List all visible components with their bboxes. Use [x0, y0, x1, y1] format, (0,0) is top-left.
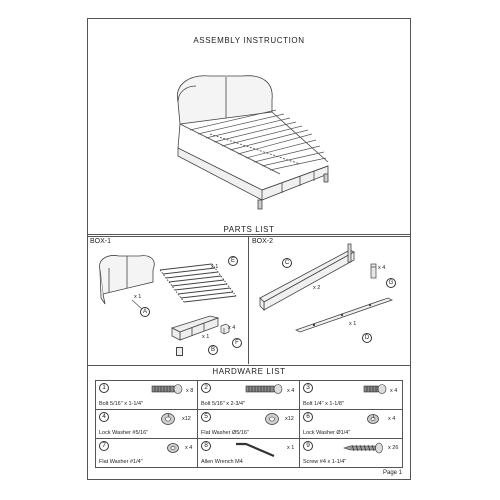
flat-washer-icon: [264, 412, 280, 426]
hardware-3-number: 3: [303, 383, 313, 393]
grid-line: [95, 409, 403, 410]
side-rail-qty: x 2: [313, 285, 321, 291]
allen-wrench-icon: [234, 441, 278, 459]
part-e-callout: E: [228, 256, 238, 266]
part-d-callout: D: [362, 333, 372, 343]
box-divider: [248, 236, 249, 364]
hardware-7-number: 7: [99, 441, 109, 451]
hardware-8-caption: Allen Wrench M4: [201, 459, 243, 465]
divider: [87, 234, 411, 235]
headboard-part-illustration: [95, 248, 160, 308]
hardware-2-caption: Bolt 5/16" x 2-3/4": [201, 401, 245, 407]
page-title: ASSEMBLY INSTRUCTION: [193, 36, 305, 45]
divider: [87, 236, 411, 237]
screw-icon: [342, 442, 386, 454]
hardware-6-caption: Lock Washer Ø1/4": [303, 430, 351, 436]
slats-qty: x 1: [211, 264, 219, 270]
grid-line: [197, 380, 198, 468]
hardware-9-qty: x 26: [388, 445, 399, 451]
lock-washer-icon: [160, 412, 176, 426]
hardware-1-qty: x 8: [186, 388, 194, 394]
hardware-8-number: 8: [201, 441, 211, 451]
headboard-qty: x 1: [134, 294, 142, 300]
center-rail-qty: x 1: [349, 321, 357, 327]
hardware-3-qty: x 4: [390, 388, 398, 394]
hardware-6-number: 6: [303, 412, 313, 422]
hardware-5-number: 5: [201, 412, 211, 422]
hardware-3-caption: Bolt 1/4" x 1-1/8": [303, 401, 344, 407]
hardware-6-qty: x 4: [388, 416, 396, 422]
grid-line: [299, 380, 300, 468]
hardware-2-number: 2: [201, 383, 211, 393]
hardware-5-qty: x12: [285, 416, 294, 422]
hardware-4-number: 4: [99, 412, 109, 422]
hardware-9-caption: Screw #4 x 1-1/4": [303, 459, 347, 465]
part-f-callout: F: [232, 338, 242, 348]
box1-label: BOX-1: [90, 238, 112, 245]
parts-list-title: PARTS LIST: [223, 225, 275, 234]
part-b-callout: B: [208, 345, 218, 355]
grid-line: [95, 438, 403, 439]
hardware-7-qty: x 4: [185, 445, 193, 451]
assembled-bed-illustration: [150, 62, 350, 217]
hardware-8-qty: x 1: [287, 445, 295, 451]
short-bolt-icon: [362, 384, 388, 394]
center-rail-part-illustration: [294, 294, 394, 334]
long-bolt-icon: [244, 384, 284, 394]
leg-qty: x 4: [378, 265, 386, 271]
hardware-1-number: 1: [99, 383, 109, 393]
part-c-callout: C: [282, 258, 292, 268]
hardware-list-title: HARDWARE LIST: [212, 367, 286, 376]
box2-label: BOX-2: [252, 238, 274, 245]
small-flat-washer-icon: [166, 442, 180, 454]
part-g-callout: G: [386, 278, 396, 288]
block-qty: x 4: [228, 325, 236, 331]
hardware-7-caption: Flat Washer #1/4": [99, 459, 143, 465]
small-block: [176, 347, 183, 356]
slats-part-illustration: [158, 262, 238, 310]
hardware-2-qty: x 4: [287, 388, 295, 394]
page-number: Page 1: [383, 470, 403, 476]
divider: [87, 365, 411, 366]
rail-panel-qty: x 1: [202, 334, 210, 340]
bolt-icon: [150, 384, 184, 394]
hardware-5-caption: Flat Washer Ø5/16": [201, 430, 249, 436]
hardware-9-number: 9: [303, 441, 313, 451]
hardware-4-caption: Lock Washer #5/16": [99, 430, 149, 436]
small-lock-washer-icon: [366, 413, 380, 425]
part-a-callout: A: [140, 307, 150, 317]
hardware-4-qty: x12: [182, 416, 191, 422]
hardware-1-caption: Bolt 5/16" x 1-1/4": [99, 401, 143, 407]
